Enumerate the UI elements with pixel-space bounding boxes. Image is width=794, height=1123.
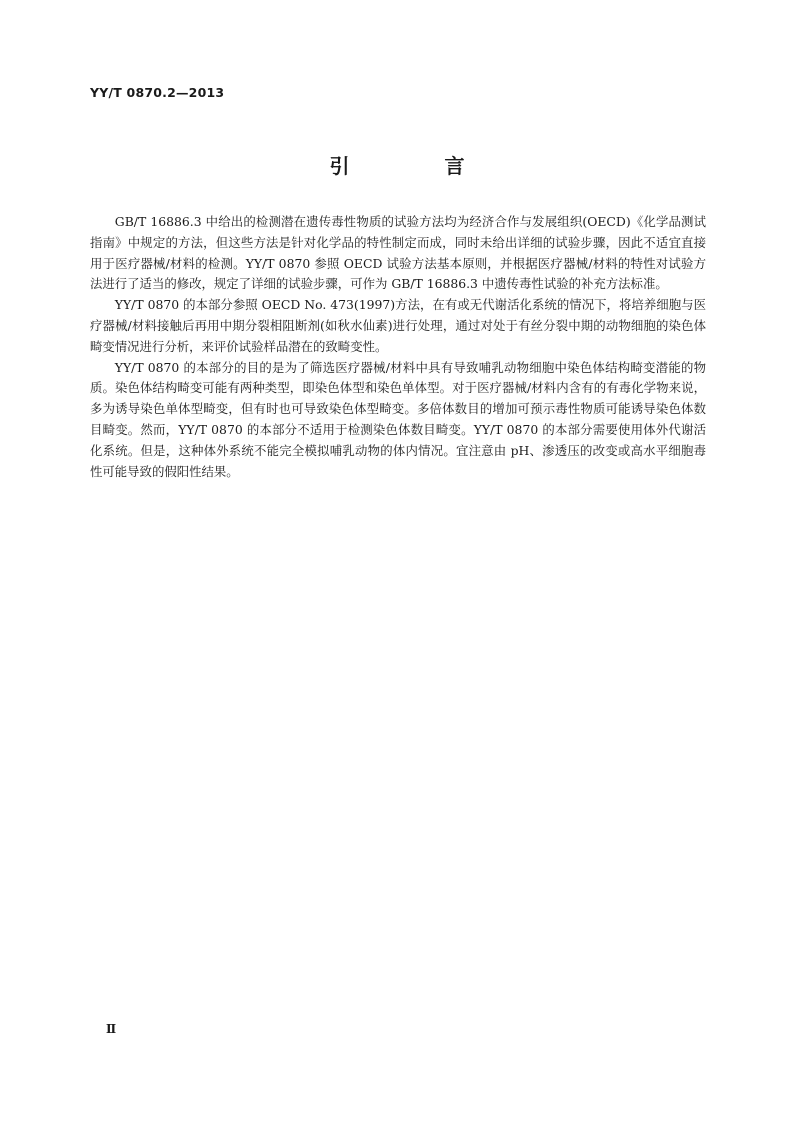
paragraph: YY/T 0870 的本部分的目的是为了筛选医疗器械/材料中具有导致哺乳动物细胞中染色体结构畸变潜能的物质。染色体结构畸变可能有两种类型，即染色体型和染色单体型。对于医疗器械/材料内含有的有毒化学物来说，多为诱导染色单体型畸变，但有时也可导致染色体型畸变。多倍体数目的增加可预示毒性物质可能诱导染色体数目畸变。然而，YY/T 0870 的本部分不适用于检测染色体数目畸变。YY/T 0870 的本部分需要使用体外代谢活化系统。但是，这种体外系统不能完全模拟哺乳动物的体内情况。宜注意由 pH、渗透压的改变或高水平细胞毒性可能导致的假阳性结果。 (90, 359, 706, 479)
paragraph: YY/T 0870 的本部分参照 OECD No. 473(1997)方法，在有或无代谢活化系统的情况下，将培养细胞与医疗器械/材料接触后再用中期分裂相阻断剂(如秋水仙素)进行处理，通过对处于有丝分裂中期的动物细胞的染色体畸变情况进行分析，来评价试验样品潜在的致畸变性。 (90, 297, 706, 354)
page-number: Ⅱ (106, 1022, 117, 1036)
page-title: 引 言 (329, 154, 509, 178)
introduction-body (90, 212, 706, 482)
paragraph: GB/T 16886.3 中给出的检测潜在遗传毒性物质的试验方法均为经济合作与发展组织(OECD)《化学品测试指南》中规定的方法，但这些方法是针对化学品的特性制定而成，同时未给出详细的试验步骤，因此不适宜直接用于医疗器械/材料的检测。YY/T 0870 参照 OECD 试验方法基本原则，并根据医疗器械/材料的特性对试验方法进行了适当的修改，规定了详细的试验步骤，可作为 GB/T 16886.3 中遗传毒性试验的补充方法标准。 (90, 214, 706, 292)
standard-code: YY/T 0870.2—2013 (90, 85, 225, 100)
